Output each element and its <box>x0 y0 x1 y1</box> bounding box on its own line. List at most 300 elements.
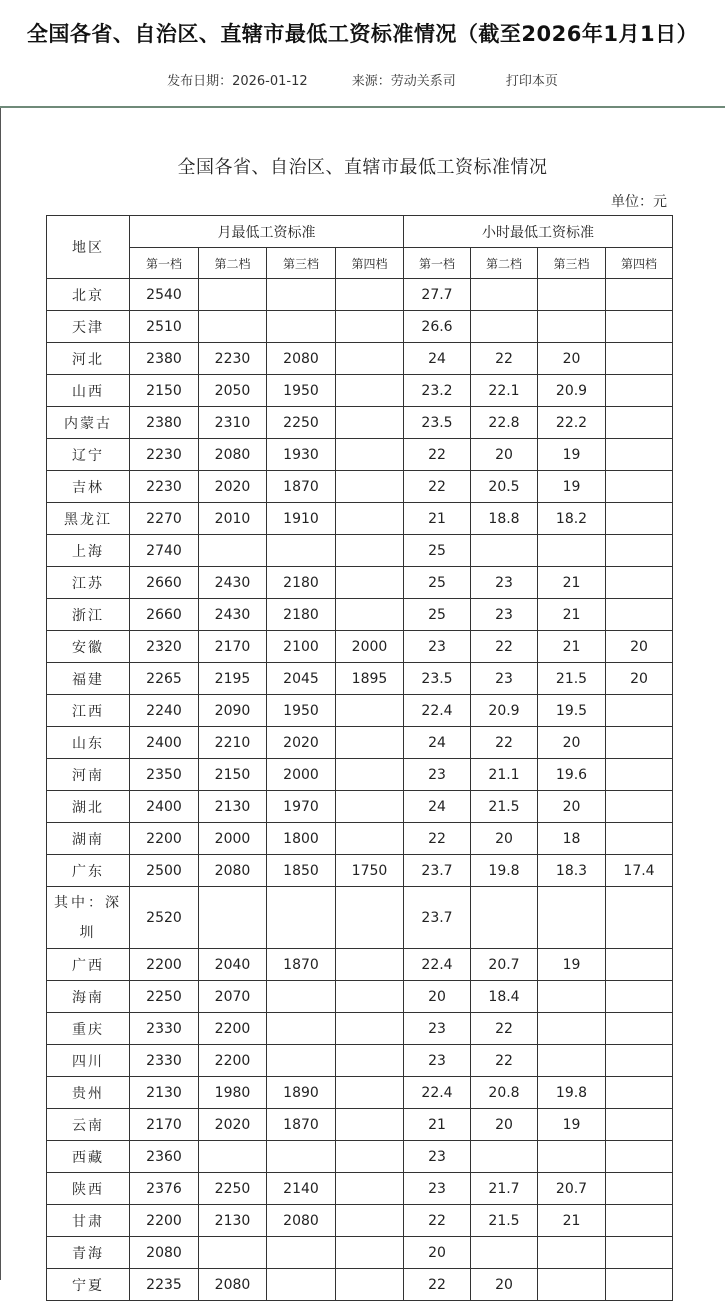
hourly-value-cell: 23 <box>404 631 471 663</box>
hourly-value-cell: 21 <box>538 1205 606 1237</box>
table-row <box>47 1077 673 1109</box>
hourly-value-cell: 20 <box>471 1269 538 1301</box>
monthly-value-cell: 2540 <box>130 279 199 311</box>
hourly-value-cell: 21.1 <box>471 759 538 791</box>
hourly-value-cell: 24 <box>404 343 471 375</box>
table-row <box>47 1237 673 1269</box>
hourly-header: 小时最低工资标准 <box>404 216 673 248</box>
hourly-value-cell: 21 <box>538 599 606 631</box>
monthly-value-cell: 2210 <box>199 727 267 759</box>
monthly-value-cell: 2376 <box>130 1173 199 1205</box>
hourly-value-cell: 26.6 <box>404 311 471 343</box>
table-row <box>47 567 673 599</box>
monthly-value-cell: 2265 <box>130 663 199 695</box>
monthly-value-cell: 2130 <box>199 1205 267 1237</box>
monthly-value-cell <box>199 311 267 343</box>
region-cell: 海南 <box>47 981 130 1013</box>
monthly-value-cell: 2150 <box>199 759 267 791</box>
hourly-value-cell: 20 <box>471 439 538 471</box>
hourly-value-cell: 24 <box>404 727 471 759</box>
region-cell: 甘肃 <box>47 1205 130 1237</box>
hourly-value-cell: 21.5 <box>538 663 606 695</box>
hourly-value-cell: 20.5 <box>471 471 538 503</box>
hourly-value-cell: 20 <box>538 727 606 759</box>
monthly-value-cell: 2235 <box>130 1269 199 1301</box>
monthly-value-cell: 2080 <box>267 1205 336 1237</box>
hourly-tier-header: 第四档 <box>606 248 673 279</box>
monthly-value-cell: 1850 <box>267 855 336 887</box>
hourly-value-cell <box>606 1013 673 1045</box>
monthly-value-cell <box>336 791 404 823</box>
monthly-value-cell: 2045 <box>267 663 336 695</box>
region-cell: 四川 <box>47 1045 130 1077</box>
hourly-value-cell <box>606 279 673 311</box>
hourly-value-cell <box>538 887 606 949</box>
hourly-value-cell: 22 <box>471 631 538 663</box>
hourly-value-cell <box>606 823 673 855</box>
hourly-value-cell <box>538 535 606 567</box>
monthly-tier-header: 第四档 <box>336 248 404 279</box>
monthly-value-cell: 1950 <box>267 695 336 727</box>
table-row <box>47 855 673 887</box>
monthly-value-cell <box>336 1077 404 1109</box>
monthly-value-cell <box>336 1045 404 1077</box>
monthly-value-cell <box>267 1141 336 1173</box>
monthly-value-cell: 2195 <box>199 663 267 695</box>
monthly-value-cell: 2230 <box>130 471 199 503</box>
monthly-value-cell <box>267 279 336 311</box>
region-cell: 吉林 <box>47 471 130 503</box>
table-row <box>47 471 673 503</box>
meta-bar <box>0 70 725 89</box>
monthly-value-cell <box>336 1269 404 1301</box>
region-cell: 辽宁 <box>47 439 130 471</box>
hourly-value-cell: 22 <box>404 471 471 503</box>
hourly-value-cell: 24 <box>404 791 471 823</box>
hourly-value-cell <box>538 1045 606 1077</box>
monthly-value-cell: 2400 <box>130 727 199 759</box>
hourly-value-cell: 18.2 <box>538 503 606 535</box>
monthly-value-cell <box>336 343 404 375</box>
hourly-value-cell <box>606 375 673 407</box>
monthly-value-cell <box>199 535 267 567</box>
hourly-value-cell: 22 <box>471 1013 538 1045</box>
region-cell: 北京 <box>47 279 130 311</box>
region-cell: 湖北 <box>47 791 130 823</box>
table-row <box>47 695 673 727</box>
table-row <box>47 631 673 663</box>
hourly-value-cell <box>471 1141 538 1173</box>
hourly-value-cell: 19.6 <box>538 759 606 791</box>
monthly-value-cell <box>336 375 404 407</box>
hourly-value-cell: 22.4 <box>404 1077 471 1109</box>
monthly-value-cell: 2350 <box>130 759 199 791</box>
hourly-value-cell: 22.8 <box>471 407 538 439</box>
monthly-value-cell <box>336 759 404 791</box>
hourly-value-cell <box>606 535 673 567</box>
hourly-value-cell: 23 <box>471 663 538 695</box>
monthly-value-cell <box>267 981 336 1013</box>
monthly-value-cell: 2400 <box>130 791 199 823</box>
hourly-tier-header: 第一档 <box>404 248 471 279</box>
monthly-value-cell: 2270 <box>130 503 199 535</box>
table-row <box>47 823 673 855</box>
hourly-value-cell <box>606 759 673 791</box>
hourly-value-cell: 23 <box>404 1045 471 1077</box>
monthly-value-cell: 1870 <box>267 1109 336 1141</box>
monthly-value-cell <box>336 1109 404 1141</box>
monthly-value-cell <box>336 567 404 599</box>
hourly-value-cell: 23 <box>404 1173 471 1205</box>
hourly-value-cell: 21.5 <box>471 1205 538 1237</box>
monthly-value-cell: 1970 <box>267 791 336 823</box>
monthly-value-cell: 2200 <box>130 949 199 981</box>
monthly-value-cell <box>336 1205 404 1237</box>
table-row <box>47 759 673 791</box>
hourly-value-cell <box>606 311 673 343</box>
table-row <box>47 1173 673 1205</box>
hourly-value-cell: 22.4 <box>404 695 471 727</box>
hourly-value-cell: 18.8 <box>471 503 538 535</box>
table-row <box>47 1141 673 1173</box>
monthly-value-cell <box>336 727 404 759</box>
region-cell: 河南 <box>47 759 130 791</box>
monthly-value-cell: 2180 <box>267 599 336 631</box>
monthly-value-cell: 1750 <box>336 855 404 887</box>
monthly-value-cell: 2740 <box>130 535 199 567</box>
monthly-value-cell: 2000 <box>336 631 404 663</box>
hourly-value-cell <box>606 695 673 727</box>
monthly-value-cell <box>199 279 267 311</box>
table-row <box>47 503 673 535</box>
hourly-tier-header: 第三档 <box>538 248 606 279</box>
hourly-value-cell: 21.5 <box>471 791 538 823</box>
monthly-value-cell: 2070 <box>199 981 267 1013</box>
hourly-value-cell <box>538 311 606 343</box>
hourly-value-cell: 20 <box>404 981 471 1013</box>
hourly-value-cell: 22.1 <box>471 375 538 407</box>
hourly-value-cell <box>606 567 673 599</box>
monthly-value-cell: 2080 <box>199 855 267 887</box>
region-cell: 福建 <box>47 663 130 695</box>
hourly-value-cell: 18.3 <box>538 855 606 887</box>
hourly-value-cell <box>471 535 538 567</box>
print-page-link[interactable]: 打印本页 <box>505 74 558 89</box>
monthly-value-cell <box>199 1141 267 1173</box>
monthly-value-cell <box>336 1237 404 1269</box>
monthly-value-cell <box>336 503 404 535</box>
monthly-value-cell: 2100 <box>267 631 336 663</box>
hourly-value-cell: 19.5 <box>538 695 606 727</box>
hourly-value-cell: 22 <box>404 1269 471 1301</box>
hourly-value-cell: 21 <box>538 631 606 663</box>
table-row <box>47 439 673 471</box>
monthly-value-cell: 2380 <box>130 343 199 375</box>
monthly-value-cell: 2080 <box>199 1269 267 1301</box>
hourly-value-cell: 21 <box>538 567 606 599</box>
hourly-value-cell <box>606 1173 673 1205</box>
monthly-value-cell: 1910 <box>267 503 336 535</box>
hourly-value-cell: 21 <box>404 503 471 535</box>
table-row <box>47 791 673 823</box>
hourly-value-cell: 27.7 <box>404 279 471 311</box>
monthly-value-cell: 1930 <box>267 439 336 471</box>
monthly-value-cell <box>336 981 404 1013</box>
region-header: 地区 <box>47 216 130 279</box>
monthly-value-cell: 2200 <box>130 1205 199 1237</box>
hourly-value-cell <box>606 949 673 981</box>
monthly-value-cell <box>267 887 336 949</box>
hourly-value-cell <box>538 1237 606 1269</box>
monthly-value-cell: 2170 <box>199 631 267 663</box>
monthly-value-cell: 2050 <box>199 375 267 407</box>
hourly-value-cell: 20 <box>471 823 538 855</box>
monthly-value-cell <box>336 439 404 471</box>
hourly-value-cell: 23.5 <box>404 663 471 695</box>
hourly-value-cell: 23 <box>404 759 471 791</box>
hourly-value-cell: 25 <box>404 599 471 631</box>
table-row <box>47 1045 673 1077</box>
monthly-value-cell <box>336 599 404 631</box>
region-cell: 浙江 <box>47 599 130 631</box>
monthly-value-cell <box>336 949 404 981</box>
monthly-value-cell: 2250 <box>267 407 336 439</box>
table-row <box>47 727 673 759</box>
hourly-value-cell: 20 <box>471 1109 538 1141</box>
hourly-value-cell: 23 <box>471 599 538 631</box>
document-title: 全国各省、自治区、直辖市最低工资标准情况 <box>177 157 548 178</box>
table-row <box>47 887 673 949</box>
hourly-value-cell: 23.7 <box>404 855 471 887</box>
monthly-value-cell: 1870 <box>267 949 336 981</box>
monthly-value-cell <box>267 535 336 567</box>
monthly-value-cell: 2250 <box>199 1173 267 1205</box>
table-row <box>47 663 673 695</box>
monthly-value-cell: 2200 <box>130 823 199 855</box>
table-row <box>47 535 673 567</box>
monthly-value-cell <box>336 471 404 503</box>
region-cell: 安徽 <box>47 631 130 663</box>
monthly-value-cell: 2040 <box>199 949 267 981</box>
table-row <box>47 599 673 631</box>
region-cell: 江苏 <box>47 567 130 599</box>
region-cell: 湖南 <box>47 823 130 855</box>
hourly-value-cell: 20 <box>606 663 673 695</box>
monthly-value-cell: 2170 <box>130 1109 199 1141</box>
hourly-value-cell: 21 <box>404 1109 471 1141</box>
monthly-value-cell: 2430 <box>199 567 267 599</box>
region-cell: 黑龙江 <box>47 503 130 535</box>
hourly-value-cell: 22.2 <box>538 407 606 439</box>
monthly-value-cell: 2320 <box>130 631 199 663</box>
monthly-value-cell: 2200 <box>199 1013 267 1045</box>
monthly-value-cell: 2020 <box>267 727 336 759</box>
region-cell: 青海 <box>47 1237 130 1269</box>
hourly-value-cell: 23 <box>404 1141 471 1173</box>
hourly-value-cell: 23.2 <box>404 375 471 407</box>
monthly-value-cell <box>267 1237 336 1269</box>
hourly-value-cell <box>606 981 673 1013</box>
monthly-value-cell: 2230 <box>130 439 199 471</box>
hourly-value-cell: 23.5 <box>404 407 471 439</box>
table-row <box>47 375 673 407</box>
hourly-value-cell <box>538 1141 606 1173</box>
monthly-value-cell: 2380 <box>130 407 199 439</box>
monthly-value-cell: 1895 <box>336 663 404 695</box>
hourly-value-cell <box>471 1237 538 1269</box>
page-header <box>0 0 725 108</box>
hourly-value-cell: 18 <box>538 823 606 855</box>
region-cell: 云南 <box>47 1109 130 1141</box>
hourly-value-cell <box>538 1269 606 1301</box>
hourly-value-cell <box>471 887 538 949</box>
monthly-value-cell <box>336 1173 404 1205</box>
monthly-value-cell: 1950 <box>267 375 336 407</box>
monthly-value-cell: 2200 <box>199 1045 267 1077</box>
hourly-value-cell: 20 <box>538 791 606 823</box>
monthly-value-cell: 2130 <box>199 791 267 823</box>
monthly-value-cell: 2130 <box>130 1077 199 1109</box>
monthly-value-cell: 2090 <box>199 695 267 727</box>
hourly-value-cell <box>538 1013 606 1045</box>
monthly-value-cell: 2520 <box>130 887 199 949</box>
hourly-value-cell: 21.7 <box>471 1173 538 1205</box>
region-cell: 广东 <box>47 855 130 887</box>
table-row <box>47 407 673 439</box>
hourly-value-cell <box>606 1045 673 1077</box>
hourly-value-cell: 20.7 <box>538 1173 606 1205</box>
monthly-value-cell: 2080 <box>199 439 267 471</box>
region-cell: 天津 <box>47 311 130 343</box>
table-body <box>47 279 673 1301</box>
monthly-value-cell: 2240 <box>130 695 199 727</box>
monthly-value-cell: 2150 <box>130 375 199 407</box>
region-cell: 其中：深圳 <box>47 887 130 949</box>
hourly-value-cell: 22 <box>471 1045 538 1077</box>
hourly-value-cell <box>538 279 606 311</box>
hourly-value-cell <box>606 1205 673 1237</box>
monthly-value-cell: 2430 <box>199 599 267 631</box>
monthly-value-cell <box>267 1045 336 1077</box>
hourly-value-cell: 19 <box>538 949 606 981</box>
region-cell: 陕西 <box>47 1173 130 1205</box>
hourly-value-cell: 22 <box>404 439 471 471</box>
monthly-tier-header: 第二档 <box>199 248 267 279</box>
publish-date: 发布日期：2026-01-12 <box>167 74 308 89</box>
hourly-tier-header: 第二档 <box>471 248 538 279</box>
hourly-value-cell <box>606 1141 673 1173</box>
wage-table-wrapper <box>46 215 673 1301</box>
region-cell: 山东 <box>47 727 130 759</box>
hourly-value-cell <box>606 343 673 375</box>
hourly-value-cell: 23 <box>471 567 538 599</box>
hourly-value-cell <box>606 887 673 949</box>
monthly-value-cell <box>336 1013 404 1045</box>
hourly-value-cell <box>606 791 673 823</box>
monthly-value-cell <box>336 1141 404 1173</box>
monthly-value-cell <box>336 695 404 727</box>
hourly-value-cell: 20.9 <box>471 695 538 727</box>
hourly-value-cell: 20.7 <box>471 949 538 981</box>
minimum-wage-table <box>46 215 673 1301</box>
hourly-value-cell <box>606 1077 673 1109</box>
hourly-value-cell: 19 <box>538 1109 606 1141</box>
monthly-value-cell: 2360 <box>130 1141 199 1173</box>
hourly-value-cell: 20 <box>404 1237 471 1269</box>
hourly-value-cell <box>606 1269 673 1301</box>
hourly-value-cell: 22 <box>471 343 538 375</box>
region-cell: 重庆 <box>47 1013 130 1045</box>
table-row <box>47 311 673 343</box>
hourly-value-cell <box>471 279 538 311</box>
hourly-value-cell <box>606 503 673 535</box>
monthly-value-cell: 2000 <box>199 823 267 855</box>
monthly-value-cell: 2310 <box>199 407 267 439</box>
hourly-value-cell <box>606 439 673 471</box>
hourly-value-cell: 25 <box>404 567 471 599</box>
monthly-value-cell <box>336 887 404 949</box>
monthly-value-cell: 2080 <box>267 343 336 375</box>
monthly-value-cell: 1890 <box>267 1077 336 1109</box>
monthly-value-cell: 1800 <box>267 823 336 855</box>
monthly-value-cell: 2330 <box>130 1013 199 1045</box>
monthly-value-cell: 2000 <box>267 759 336 791</box>
hourly-value-cell: 22 <box>404 1205 471 1237</box>
region-cell: 宁夏 <box>47 1269 130 1301</box>
source-label: 来源：劳动关系司 <box>351 74 456 89</box>
table-row <box>47 949 673 981</box>
hourly-value-cell: 19 <box>538 439 606 471</box>
region-cell: 内蒙古 <box>47 407 130 439</box>
monthly-tier-header: 第一档 <box>130 248 199 279</box>
region-cell: 贵州 <box>47 1077 130 1109</box>
table-row <box>47 279 673 311</box>
monthly-value-cell <box>199 1237 267 1269</box>
monthly-value-cell <box>267 1269 336 1301</box>
table-row <box>47 1109 673 1141</box>
hourly-value-cell: 20.8 <box>471 1077 538 1109</box>
hourly-value-cell: 19.8 <box>471 855 538 887</box>
hourly-value-cell <box>606 727 673 759</box>
hourly-value-cell <box>606 471 673 503</box>
monthly-value-cell: 2330 <box>130 1045 199 1077</box>
monthly-value-cell: 2660 <box>130 599 199 631</box>
region-cell: 西藏 <box>47 1141 130 1173</box>
hourly-value-cell <box>606 407 673 439</box>
monthly-value-cell <box>267 1013 336 1045</box>
monthly-value-cell: 2250 <box>130 981 199 1013</box>
monthly-value-cell: 2500 <box>130 855 199 887</box>
monthly-value-cell: 2230 <box>199 343 267 375</box>
hourly-value-cell: 18.4 <box>471 981 538 1013</box>
monthly-value-cell <box>199 887 267 949</box>
monthly-value-cell: 2510 <box>130 311 199 343</box>
monthly-value-cell: 1980 <box>199 1077 267 1109</box>
region-cell: 广西 <box>47 949 130 981</box>
monthly-value-cell: 2140 <box>267 1173 336 1205</box>
monthly-value-cell: 2180 <box>267 567 336 599</box>
monthly-value-cell <box>336 407 404 439</box>
hourly-value-cell: 22 <box>471 727 538 759</box>
hourly-value-cell: 23.7 <box>404 887 471 949</box>
region-cell: 江西 <box>47 695 130 727</box>
monthly-value-cell: 1870 <box>267 471 336 503</box>
table-row <box>47 1205 673 1237</box>
hourly-value-cell: 17.4 <box>606 855 673 887</box>
monthly-value-cell <box>336 279 404 311</box>
monthly-value-cell <box>336 823 404 855</box>
table-row <box>47 981 673 1013</box>
